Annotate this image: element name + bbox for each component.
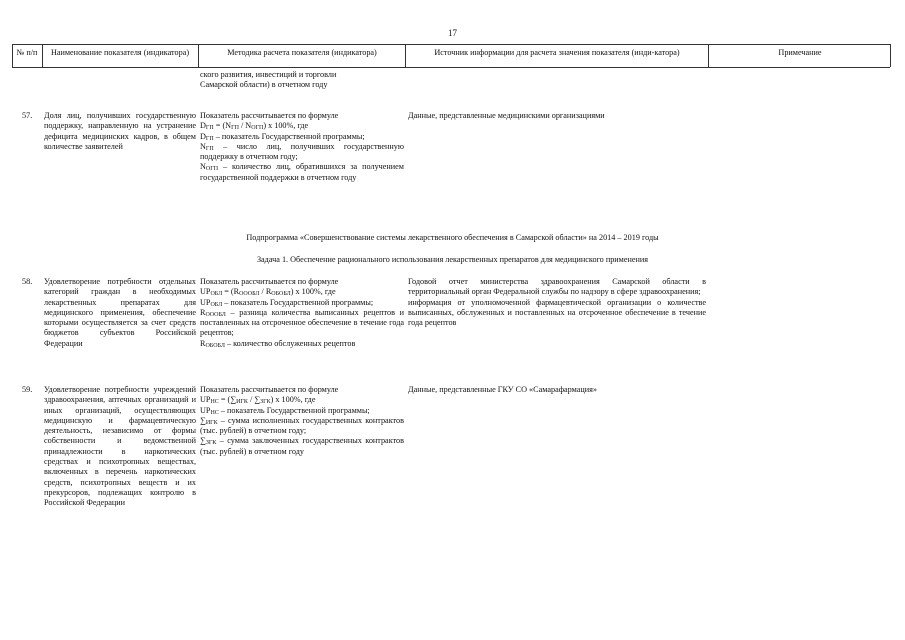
row-number: 59. [22,385,33,394]
subprogram-title: Подпрограмма «Совершенствование системы лекарственного обеспечения в Самарской области» на 2014 – 2019 годы [246,233,659,242]
formula: $D_{ГП} = (N_{ГП} / N_{ОГП})$ x 100%, где [200,121,309,132]
info-source: Данные, представленные ГКУ СО «Самарафармация» [408,385,598,394]
calculation-method-details: $UP_{НС}$ – показатель Государственной программы; $\sum_{ИГК}$ – сумма исполненных государственных контрактов (тыс. рублей) в отчетном году; $\sum_{ЗГК}$ – сумма заключенных государственных контрактов (тыс. рублей) в отчетном году [200,405,404,456]
task-title: Задача 1. Обеспечение рационального использования лекарственных препаратов для медицинского применения [256,255,649,264]
calculation-method: Показатель рассчитывается по формуле $UP_{НС} = (\sum_{ИГК} / \sum_{ЗГК})$ x 100%, где [200,385,339,406]
info-source: Данные, представленные медицинскими организациями [408,111,605,120]
indicator-name: Удовлетворение потребности отдельных категорий граждан в необходимых лекарственных препаратах для медицинского применения, обеспечение которыми осуществляется за счет средств бюджетов субъектов Российской Федерации [44,277,196,348]
continuation-text: ского развития, инвестиций и торговли Самарской области) в отчетном году [200,70,337,90]
calculation-method: Показатель рассчитывается по формуле $D_{ГП} = (N_{ГП} / N_{ОГП})$ x 100%, где [200,111,339,132]
page-number: 17 [448,28,457,38]
indicator-name: Удовлетворение потребности учреждений здравоохранения, аптечных организаций и иных организаций, осуществляющих медицинскую и фармацевтическую деятельность, независимо от формы собственности и ведомственной принадлежности в наркотических средствах и психотропных веществах, включенных в перечень наркотических средств, психотропных веществ и их прекурсоров, подлежащих контролю в Российской Федерации [44,385,196,508]
header-col-number: № п/п [16,48,38,57]
row-number: 57. [22,111,33,120]
calculation-method: Показатель рассчитывается по формуле $UP_{ОБЛ} = (R_{ОООБЛ} / R_{ОБОБЛ})$ x 100%, где [200,277,339,298]
header-col-note: Примечание [778,48,822,57]
calculation-method-details: $D_{ГП}$ – показатель Государственной программы; $N_{ГП}$ – число лиц, получивших государственную поддержку в отчетном году; $N_{ОГП}$ – количество лиц, обратившихся за получением государственной поддержки в отчетном году [200,131,404,182]
indicator-name: Доля лиц, получивших государственную поддержку, направленную на устранение дефицита медицинских кадров, в общем количестве заявителей [44,111,196,151]
header-col-source: Источник информации для расчета значения показателя (инди-катора) [434,48,680,57]
header-col-name: Наименование показателя (индикатора) [50,48,190,57]
info-source: Годовой отчет министерства здравоохранения Самарской области в территориальный орган Федеральной службы по надзору в сфере здравоохранения; информация от уполномоченной фармацевтической организации о количестве выписанных, обслуженных и поставленных на отсроченное обеспечение в течение года рецептов [408,277,706,328]
header-col-method: Методика расчета показателя (индикатора) [227,48,377,57]
calculation-method-details: $UP_{ОБЛ}$ – показатель Государственной программы; $R_{ОООБЛ}$ – разница количества выписанных рецептов и поставленных на отсроченное обеспечение в течение года рецептов; $R_{ОБОБЛ}$ – количество обслуженных рецептов [200,297,404,349]
row-number: 58. [22,277,33,286]
